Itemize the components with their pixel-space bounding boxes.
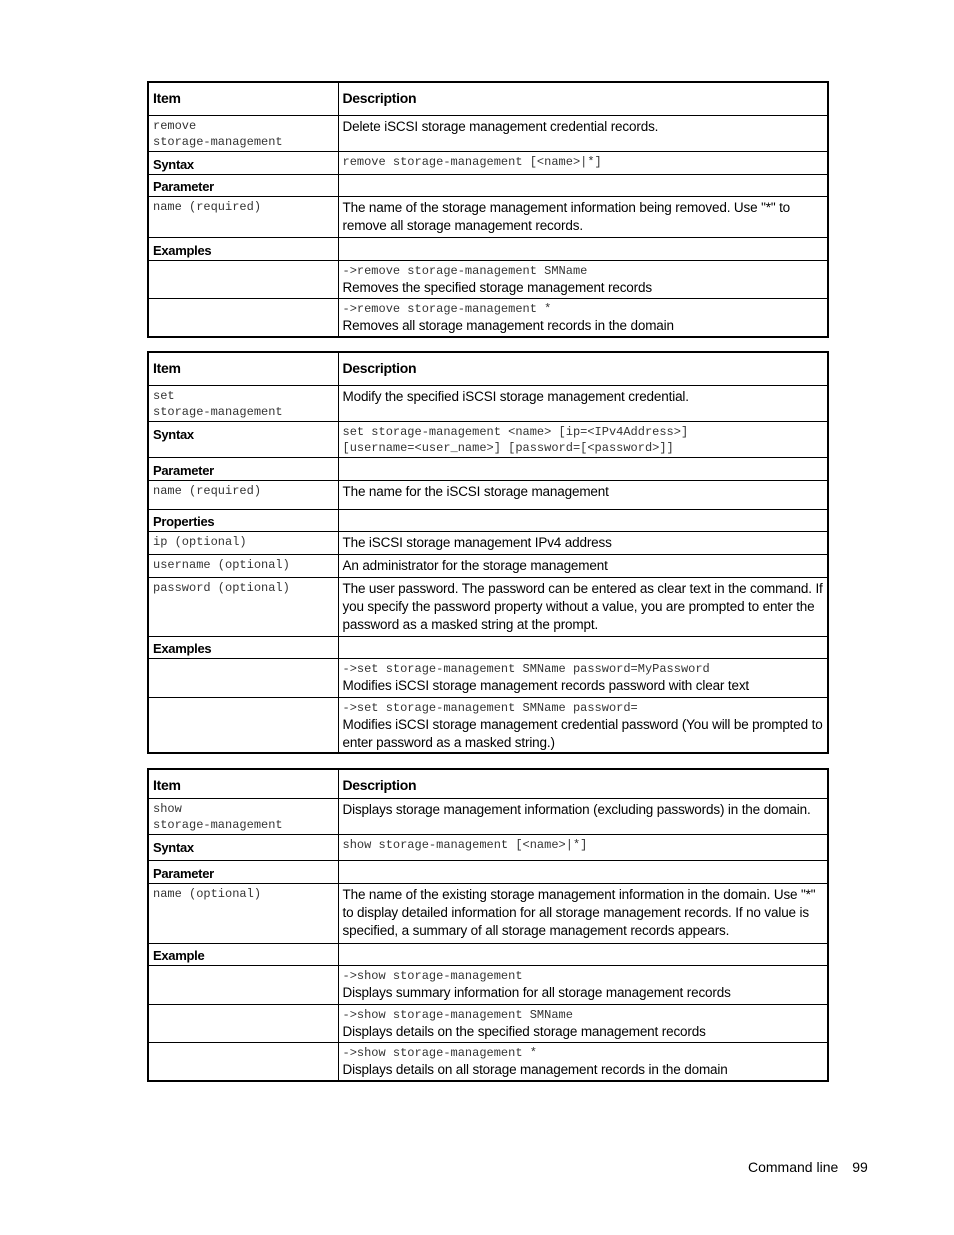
example-description: Displays summary information for all storage management records bbox=[342, 984, 731, 1000]
example-row bbox=[148, 1042, 828, 1081]
examples-row bbox=[148, 237, 828, 260]
example-command: ->show storage-management bbox=[342, 968, 523, 983]
parameter-row bbox=[148, 457, 828, 480]
example-description: Displays details on the specified storage management records bbox=[342, 1023, 706, 1039]
parameter-name: name (optional) bbox=[153, 886, 262, 901]
property-row bbox=[148, 577, 828, 636]
item-header: Item bbox=[148, 769, 338, 798]
syntax-label: Syntax bbox=[148, 151, 338, 174]
syntax-row bbox=[148, 151, 828, 174]
command-row bbox=[148, 115, 828, 151]
property-name: ip (optional) bbox=[153, 534, 247, 549]
example-row bbox=[148, 1004, 828, 1042]
parameter-name: name (required) bbox=[153, 199, 262, 214]
example-command: ->remove storage-management SMName bbox=[342, 263, 588, 278]
example-description: Removes all storage management records in the domain bbox=[342, 317, 674, 333]
command-name: remove storage-management bbox=[153, 118, 283, 149]
remove-storage-management-table bbox=[147, 81, 829, 338]
parameter-row bbox=[148, 174, 828, 196]
example-description: Modifies iSCSI storage management records password with clear text bbox=[342, 677, 750, 693]
command-description: Displays storage management information (excluding passwords) in the domain. bbox=[342, 801, 811, 817]
property-name: password (optional) bbox=[153, 580, 290, 595]
show-storage-management-table bbox=[147, 768, 829, 1082]
property-description: The user password. The password can be entered as clear text in the command. If you specify the password property without a value, you are prompted to enter the password as a masked string at the prompt. bbox=[342, 580, 823, 632]
footer-section-title: Command line bbox=[748, 1159, 839, 1175]
item-header: Item bbox=[148, 82, 338, 115]
page-footer bbox=[748, 1159, 868, 1175]
property-name: username (optional) bbox=[153, 557, 290, 572]
example-description: Modifies iSCSI storage management credential password (You will be prompted to enter password as a masked string.) bbox=[342, 716, 823, 750]
syntax-value: set storage-management <name> [ip=<IPv4Address>] [username=<user_name>] [password=[<password>]] bbox=[342, 424, 689, 455]
command-description: Delete iSCSI storage management credential records. bbox=[342, 118, 659, 134]
example-row bbox=[148, 658, 828, 697]
parameter-label: Parameter bbox=[148, 174, 338, 196]
set-storage-management-table bbox=[147, 351, 829, 754]
examples-row bbox=[148, 636, 828, 658]
command-row bbox=[148, 798, 828, 834]
parameter-row bbox=[148, 860, 828, 883]
examples-label: Examples bbox=[148, 636, 338, 658]
example-description: Removes the specified storage management records bbox=[342, 279, 652, 295]
syntax-row bbox=[148, 421, 828, 457]
property-description: The iSCSI storage management IPv4 address bbox=[342, 534, 612, 550]
syntax-label: Syntax bbox=[148, 834, 338, 860]
parameter-description: The name of the storage management information being removed. Use "*" to remove all storage management records. bbox=[342, 199, 791, 233]
parameter-description: The name of the existing storage management information in the domain. Use "*" to display detailed information for all storage management records. If no value is specified, a summary of all storage management records appears. bbox=[342, 886, 816, 938]
example-command: ->show storage-management * bbox=[342, 1045, 537, 1060]
properties-label: Properties bbox=[148, 509, 338, 531]
property-row bbox=[148, 554, 828, 577]
example-command: ->set storage-management SMName password= bbox=[342, 700, 638, 715]
property-row bbox=[148, 531, 828, 554]
table-header-row bbox=[148, 352, 828, 385]
parameter-name: name (required) bbox=[153, 483, 262, 498]
parameter-name-row bbox=[148, 480, 828, 509]
example-row bbox=[148, 965, 828, 1004]
properties-row bbox=[148, 509, 828, 531]
table-header-row bbox=[148, 769, 828, 798]
examples-label: Examples bbox=[148, 237, 338, 260]
example-command: ->set storage-management SMName password=MyPassword bbox=[342, 661, 710, 676]
syntax-row bbox=[148, 834, 828, 860]
syntax-value: remove storage-management [<name>|*] bbox=[342, 154, 602, 169]
parameter-label: Parameter bbox=[148, 860, 338, 883]
property-description: An administrator for the storage management bbox=[342, 557, 608, 573]
description-header: Description bbox=[338, 352, 828, 385]
parameter-label: Parameter bbox=[148, 457, 338, 480]
example-row bbox=[148, 697, 828, 753]
page-number: 99 bbox=[852, 1159, 868, 1175]
description-header: Description bbox=[338, 769, 828, 798]
table-header-row bbox=[148, 82, 828, 115]
examples-label: Example bbox=[148, 943, 338, 965]
parameter-description: The name for the iSCSI storage management bbox=[342, 483, 609, 499]
examples-row bbox=[148, 943, 828, 965]
command-description: Modify the specified iSCSI storage management credential. bbox=[342, 388, 689, 404]
example-command: ->show storage-management SMName bbox=[342, 1007, 573, 1022]
command-row bbox=[148, 385, 828, 421]
description-header: Description bbox=[338, 82, 828, 115]
command-name: show storage-management bbox=[153, 801, 283, 832]
example-description: Displays details on all storage management records in the domain bbox=[342, 1061, 728, 1077]
example-command: ->remove storage-management * bbox=[342, 301, 552, 316]
item-header: Item bbox=[148, 352, 338, 385]
command-name: set storage-management bbox=[153, 388, 283, 419]
syntax-label: Syntax bbox=[148, 421, 338, 457]
example-row bbox=[148, 298, 828, 337]
syntax-value: show storage-management [<name>|*] bbox=[342, 837, 588, 852]
parameter-name-row bbox=[148, 883, 828, 943]
example-row bbox=[148, 260, 828, 298]
parameter-name-row bbox=[148, 196, 828, 237]
